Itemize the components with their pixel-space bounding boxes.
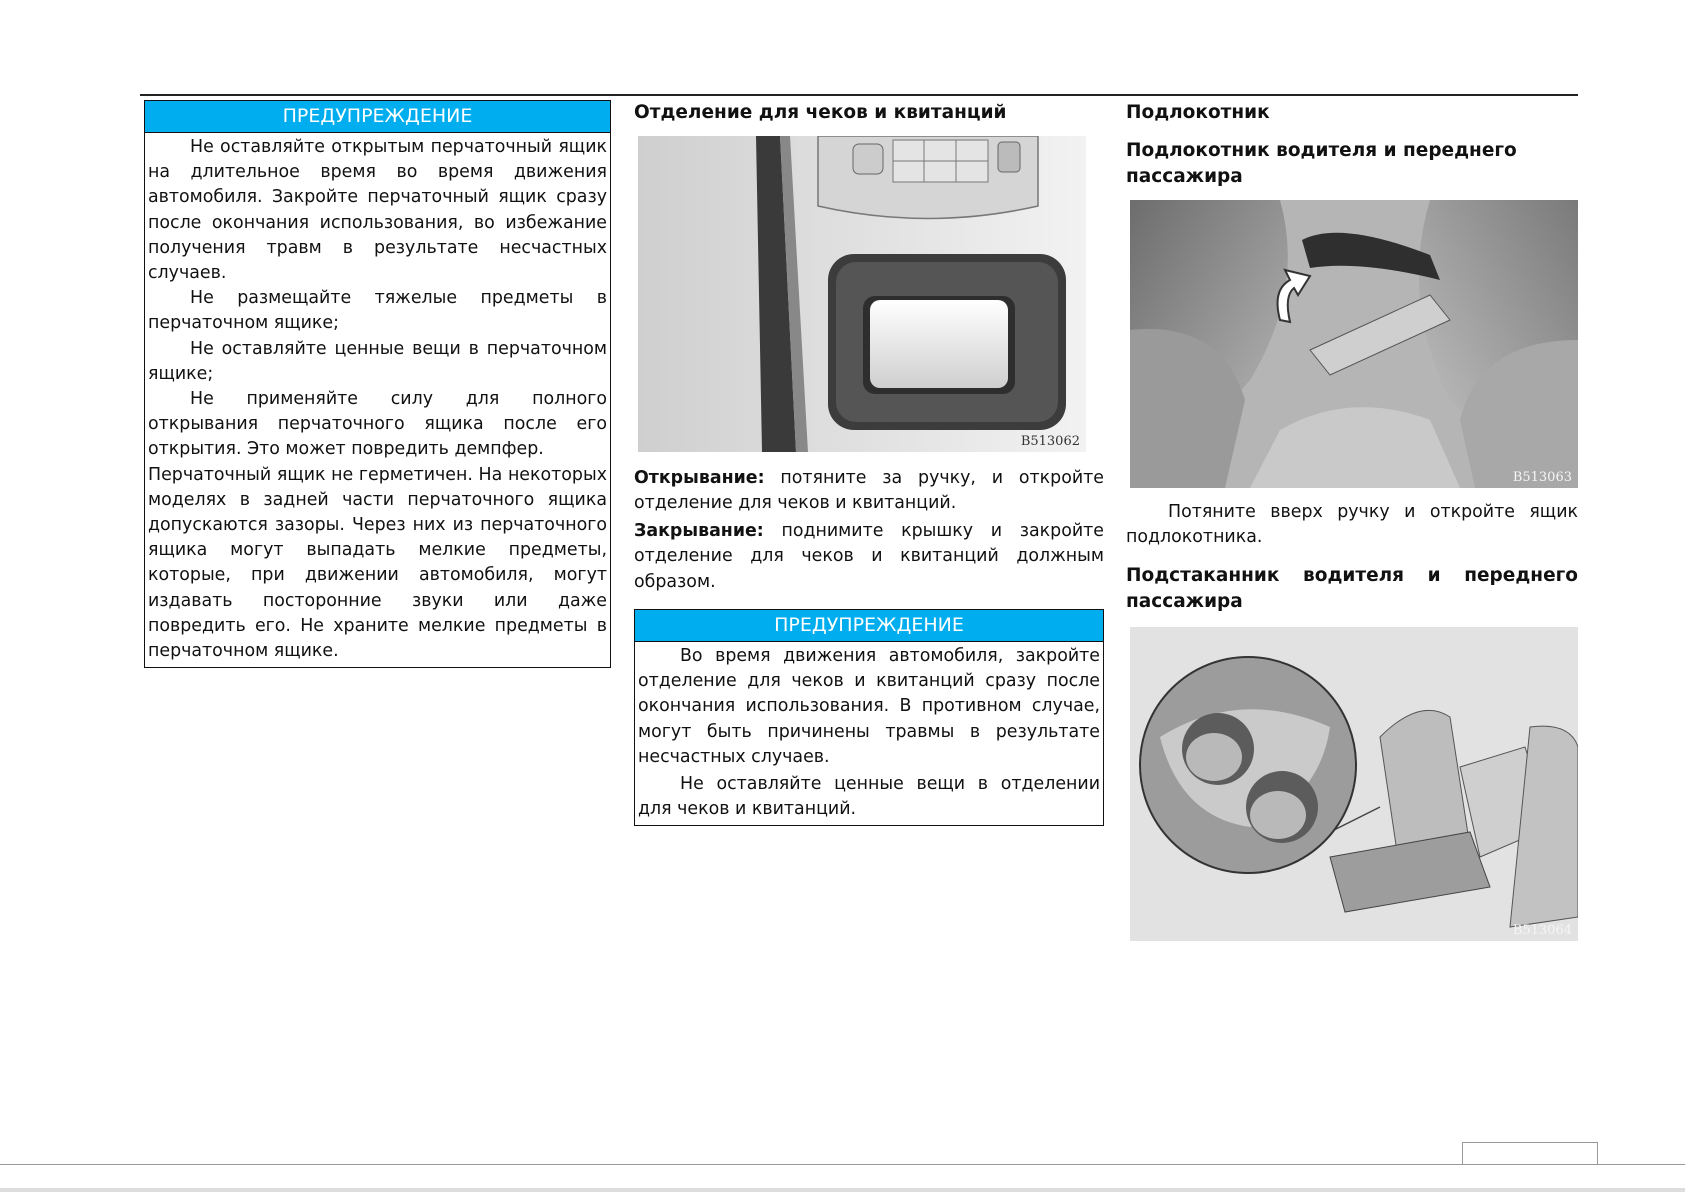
warning-paragraph: Не оставляйте открытым перчаточный ящик на длительное время во время движения автомобиля. Закройте перчаточный ящик сразу после окончания использования, во избежание получения травм в результате несчастных случаев.	[148, 137, 607, 284]
top-rule	[140, 94, 1578, 96]
cupholder-illustration	[1130, 627, 1578, 941]
warning-paragraph: Не оставляйте ценные вещи в перчаточном ящике;	[148, 338, 607, 384]
armrest-illustration	[1130, 200, 1578, 488]
section-heading: Подлокотник	[1126, 102, 1270, 123]
section-subheading: Подстаканник водителя и переднего пассажира	[1126, 564, 1578, 612]
armrest-instruction: Потяните вверх ручку и откройте ящик подлокотника.	[1126, 502, 1578, 548]
page-number-tab	[1462, 1142, 1598, 1165]
glovebox-warning-box	[144, 100, 611, 668]
section-heading: Отделение для чеков и квитанций	[634, 102, 1007, 123]
warning-title: ПРЕДУПРЕЖДЕНИЕ	[635, 610, 1103, 642]
section-subheading: Подлокотник водителя и переднего пассажира	[1126, 140, 1517, 187]
cupholder-figure	[1130, 627, 1578, 941]
footer-rule	[0, 1164, 1685, 1165]
closing-instruction: Закрывание: поднимите крышку и закройте отделение для чеков и квитанций должным образом.	[634, 520, 1104, 592]
column-left	[144, 100, 611, 668]
figure-code: B513064	[1512, 922, 1572, 938]
receipt-compartment-illustration	[638, 136, 1086, 452]
warning-title: ПРЕДУПРЕЖДЕНИЕ	[145, 101, 610, 133]
receipt-compartment-figure	[638, 136, 1086, 452]
warning-paragraph: Не размещайте тяжелые предметы в перчаточном ящике;	[148, 288, 607, 334]
compartment-warning-box	[634, 609, 1104, 826]
warning-paragraph: Не применяйте силу для полного открывания перчаточного ящика после его открытия. Это может повредить демпфер.	[148, 389, 607, 460]
column-right	[1126, 100, 1578, 941]
bottom-band	[0, 1188, 1685, 1192]
figure-code: B513063	[1512, 470, 1572, 485]
warning-paragraph: Во время движения автомобиля, закройте отделение для чеков и квитанций сразу после окончания использования. В противном случае, могут быть причинены травмы в результате несчастных случаев.	[638, 646, 1100, 767]
warning-paragraph: Перчаточный ящик не герметичен. На некоторых моделях в задней части перчаточного ящика допускаются зазоры. Через них из перчаточного ящика могут выпадать мелкие предметы, которые, при движении автомобиля, могут издавать посторонние звуки или даже повредить его. Не храните мелкие предметы в перчаточном ящике.	[148, 464, 607, 662]
column-middle	[634, 100, 1104, 826]
figure-code: B513062	[1020, 434, 1080, 449]
armrest-figure	[1130, 200, 1578, 488]
warning-paragraph: Не оставляйте ценные вещи в отделении для чеков и квитанций.	[638, 774, 1100, 820]
opening-instruction: Открывание: потяните за ручку, и откройте отделение для чеков и квитанций.	[634, 468, 1104, 514]
